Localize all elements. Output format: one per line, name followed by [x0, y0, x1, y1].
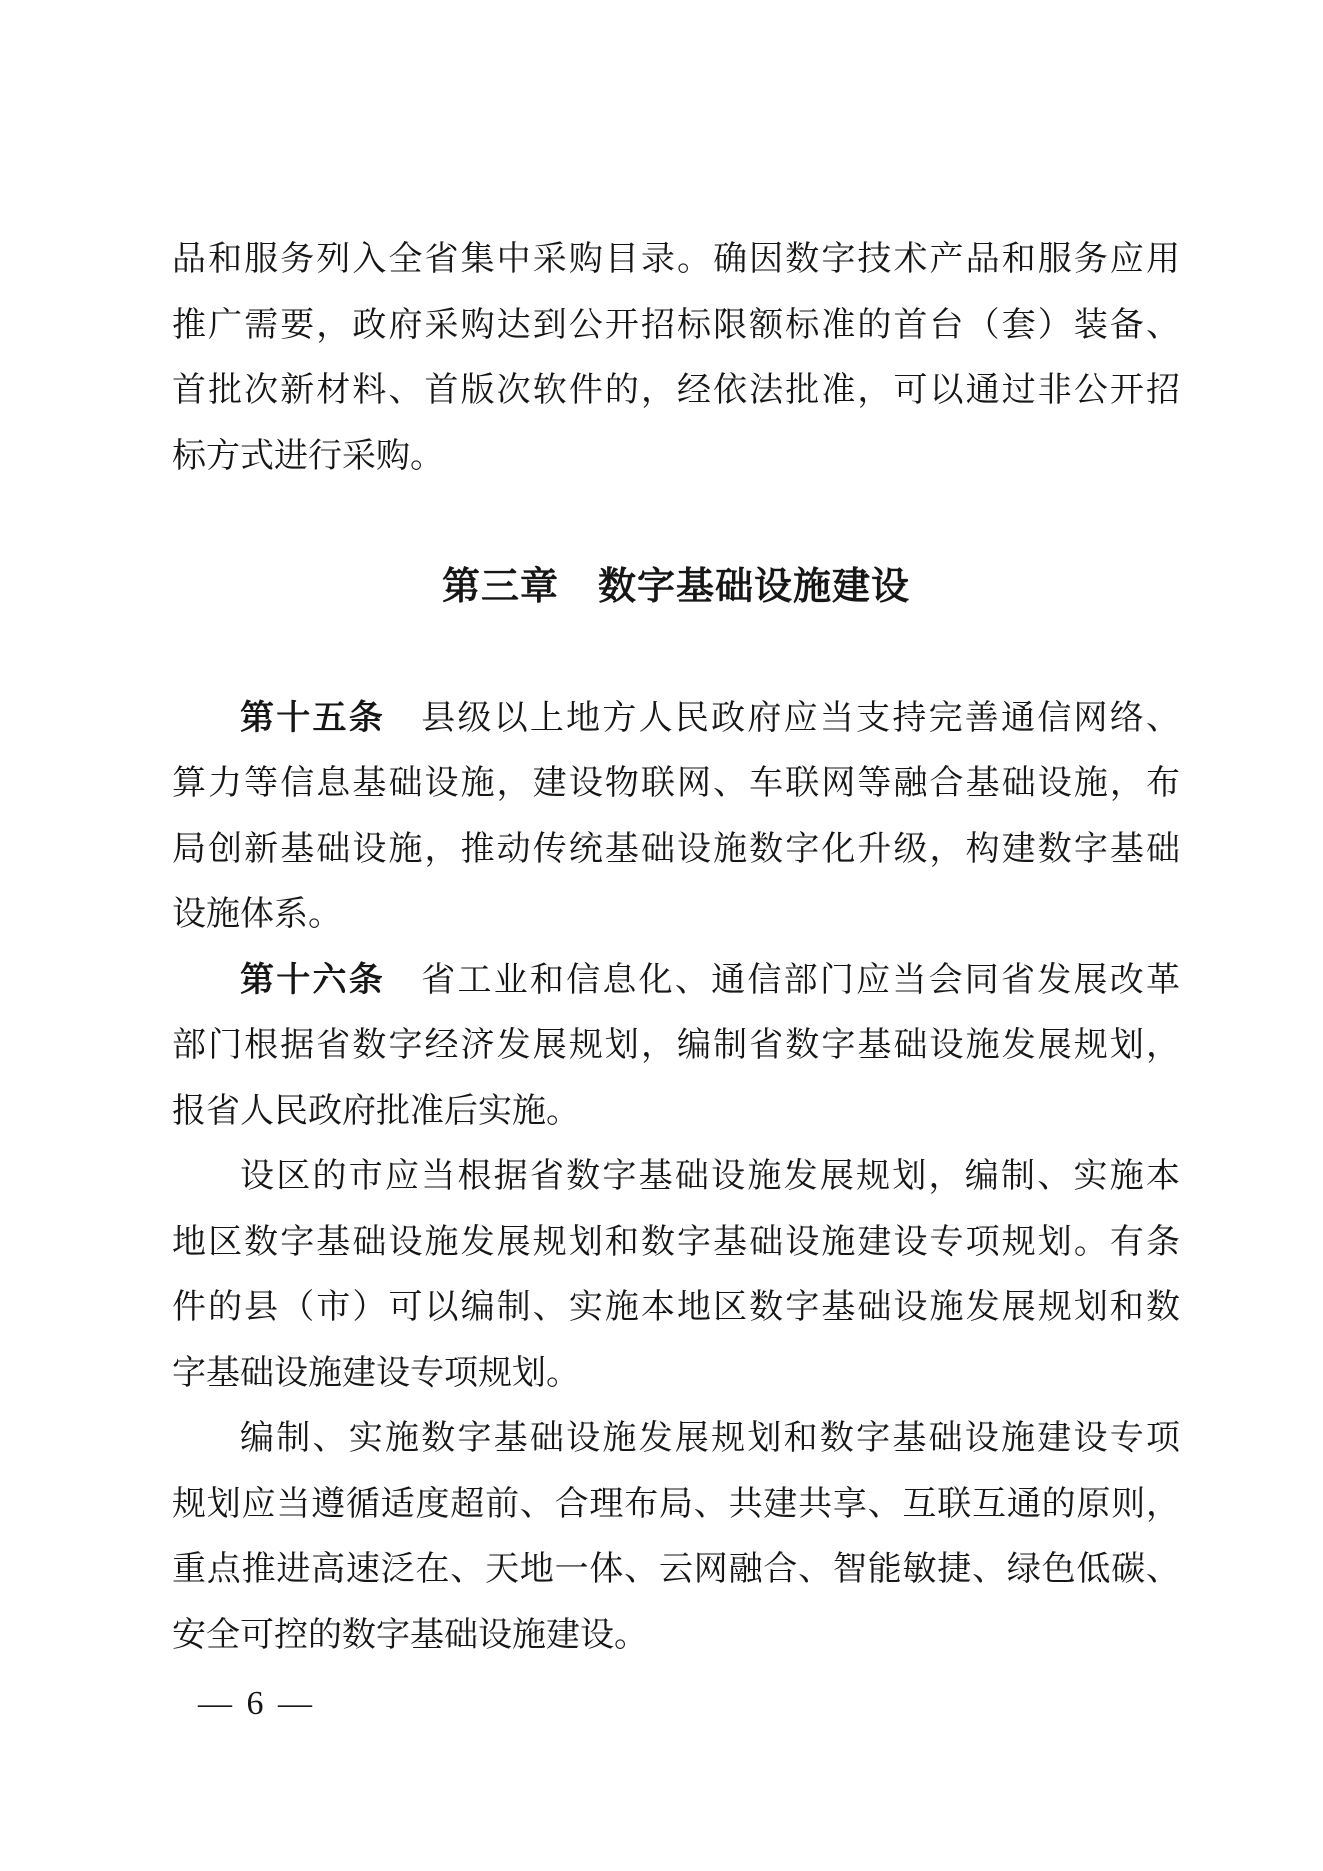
- text-line: 部门根据省数字经济发展规划，编制省数字基础设施发展规划，: [172, 1027, 1180, 1064]
- text-line: 件的县（市）可以编制、实施本地区数字基础设施发展规划和数: [172, 1289, 1180, 1326]
- text-line: 局创新基础设施，推动传统基础设施数字化升级，构建数字基础: [172, 830, 1180, 868]
- text-line: [172, 948, 1180, 1014]
- article-16-first-line-text: 省工业和信息化、通信部门应当会同省发展改革: [384, 961, 1180, 999]
- text-line: [172, 686, 1180, 752]
- blank-line: [172, 620, 1180, 686]
- text-line: 规划应当遵循适度超前、合理布局、共建共享、互联互通的原则，: [172, 1485, 1180, 1523]
- text-line: 标方式进行采购。: [172, 437, 444, 475]
- article-15-label: 第十五条: [240, 698, 385, 737]
- text-line: 设区的市应当根据省数字基础设施发展规划，编制、实施本: [240, 1158, 1180, 1195]
- text-line: 设施体系。: [172, 896, 342, 933]
- page-number: — 6 —: [198, 1685, 315, 1722]
- text-line: 编制、实施数字基础设施发展规划和数字基础设施建设专项: [240, 1420, 1180, 1457]
- blank-line: [172, 489, 1180, 555]
- document-body: [172, 227, 1180, 1668]
- text-line: 首批次新材料、首版次软件的，经依法批准，可以通过非公开招: [172, 372, 1180, 409]
- text-line: 安全可控的数字基础设施建设。: [172, 1616, 648, 1654]
- article-15-first-line-text: 县级以上地方人民政府应当支持完善通信网络、: [384, 699, 1180, 737]
- paragraph-continuation: [172, 227, 1180, 489]
- text-line: 算力等信息基础设施，建设物联网、车联网等融合基础设施，布: [172, 765, 1180, 802]
- chapter-heading: 第三章 数字基础设施建设: [441, 565, 910, 608]
- paragraph-article-16: [172, 948, 1180, 1145]
- article-16-label: 第十六条: [240, 960, 385, 999]
- text-line: 地区数字基础设施发展规划和数字基础设施建设专项规划。有条: [172, 1223, 1180, 1261]
- text-line: 重点推进高速泛在、天地一体、云网融合、智能敏捷、绿色低碳、: [172, 1551, 1180, 1588]
- text-line: 品和服务列入全省集中采购目录。确因数字技术产品和服务应用: [172, 241, 1180, 278]
- text-line: 推广需要，政府采购达到公开招标限额标准的首台（套）装备、: [172, 306, 1180, 344]
- paragraph-principles: [172, 1406, 1180, 1668]
- paragraph-article-15: [172, 686, 1180, 948]
- text-line: 字基础设施建设专项规划。: [172, 1354, 580, 1392]
- paragraph-cities: [172, 1144, 1180, 1406]
- text-line: 报省人民政府批准后实施。: [172, 1092, 580, 1130]
